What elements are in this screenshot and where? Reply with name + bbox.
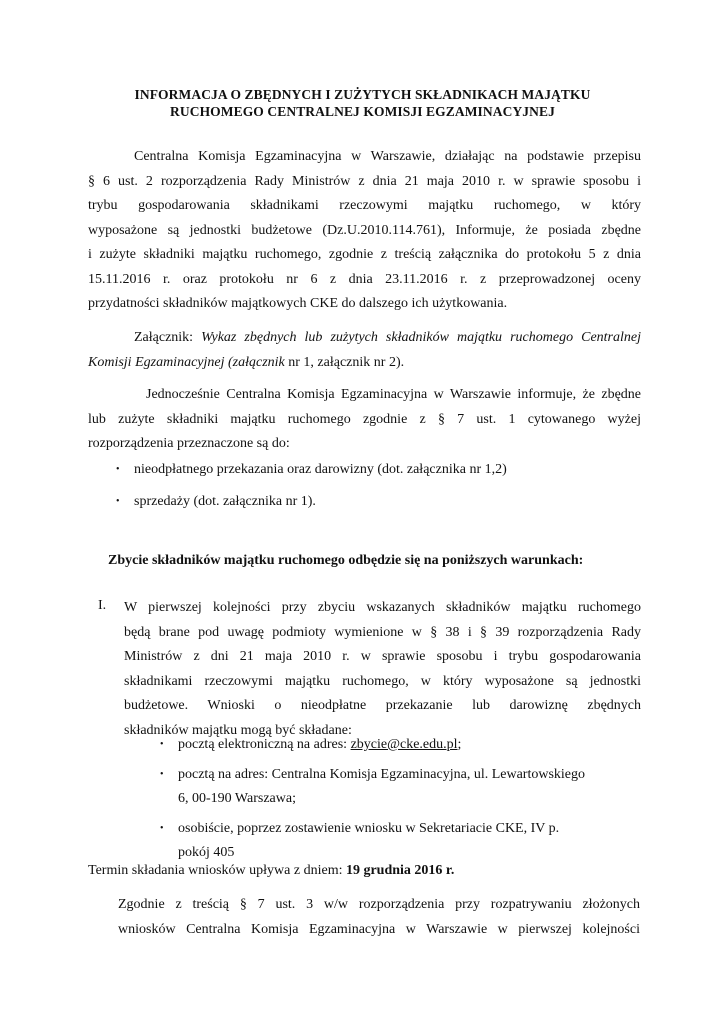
attachment-line-2 <box>88 351 641 376</box>
purpose-list <box>116 458 641 514</box>
personal-line-1: osobiście, poprzez zostawienie wniosku w Sekretariacie CKE, IV p. <box>178 821 560 836</box>
purpose-line: lub zużyte składniki majątku ruchomego zgodnie z § 7 ust. 1 cytowanego wyżej <box>88 411 641 427</box>
list-item <box>116 458 641 482</box>
email-suffix: ; <box>457 737 462 752</box>
attachment-prefix: Załącznik: <box>134 330 194 345</box>
submission-methods-list <box>160 733 640 865</box>
attachment-title: Wykaz zbędnych lub zużytych składników majątku ruchomego Centralnej <box>201 330 641 345</box>
section-one-paragraph <box>124 596 641 743</box>
section-line: składników majątku mogą być składane: <box>124 722 352 738</box>
section-line: W pierwszej kolejności przy zbyciu wskazanych składników majątku ruchomego <box>124 600 641 615</box>
title-line-2: RUCHOMEGO CENTRALNEJ KOMISJI EGZAMINACYJNEJ <box>170 104 555 119</box>
conditions-heading: Zbycie składników majątku ruchomego odbędzie się na poniższych warunkach: <box>108 553 584 568</box>
email-link[interactable]: zbycie@cke.edu.pl <box>350 737 458 752</box>
intro-line: trybu gospodarowania składnikami rzeczowymi majątku ruchomego, w który <box>88 198 641 213</box>
document-title <box>60 86 665 120</box>
closing-paragraph <box>118 893 640 942</box>
list-item-personal <box>160 817 640 865</box>
title-line-1: INFORMACJA O ZBĘDNYCH I ZUŻYTYCH SKŁADNIKACH MAJĄTKU <box>134 87 591 102</box>
attachment-line-1 <box>88 326 641 351</box>
attachment-title-cont: Komisji Egzaminacyjnej (załącznik <box>88 354 285 370</box>
section-line: Ministrów z dni 21 maja 2010 r. w sprawie sposobu i trybu gospodarowania <box>124 649 641 664</box>
post-line-1: pocztą na adres: Centralna Komisja Egzaminacyjna, ul. Lewartowskiego <box>178 767 586 782</box>
deadline-line <box>88 859 648 884</box>
intro-line: Centralna Komisja Egzaminacyjna w Warszawie, działając na podstawie przepisu <box>134 149 641 164</box>
intro-line: 15.11.2016 r. oraz protokołu nr 6 z dnia 23.11.2016 r. z przeprowadzonej oceny <box>88 271 641 287</box>
section-numeral: I. <box>98 598 107 613</box>
intro-line: i zużyte składniki majątku ruchomego, zgodnie z treścią załącznika do protokołu 5 z dnia <box>88 247 641 262</box>
list-item-text: sprzedaży (dot. załącznika nr 1). <box>134 494 316 509</box>
personal-line-2: pokój 405 <box>178 845 235 860</box>
bullet-icon: • <box>160 739 164 750</box>
intro-line: przydatności składników majątkowych CKE do dalszego ich użytkowania. <box>88 296 508 311</box>
bullet-icon: • <box>160 823 164 834</box>
closing-line: wniosków Centralna Komisja Egzaminacyjna w Warszawie w pierwszej kolejności <box>118 921 640 937</box>
deadline-date: 19 grudnia 2016 r. <box>345 863 455 878</box>
purpose-line: Jednocześnie Centralna Komisja Egzaminacyjna w Warszawie informuje, że zbędne <box>146 387 641 402</box>
purpose-line: rozporządzenia przeznaczone są do: <box>88 436 290 451</box>
closing-line: Zgodnie z treścią § 7 ust. 3 w/w rozporządzenia przy rozpatrywaniu złożonych <box>118 897 640 912</box>
post-line-2: 6, 00-190 Warszawa; <box>178 791 296 806</box>
attachment-refs: nr 1, załącznik nr 2). <box>284 354 405 370</box>
intro-line: § 6 ust. 2 rozporządzenia Rady Ministrów z dnia 21 maja 2010 r. w sprawie sposobu i <box>88 173 641 189</box>
intro-paragraph <box>88 145 641 317</box>
intro-line: wyposażone są jednostki budżetowe (Dz.U.2010.114.761), Informuje, że posiada zbędne <box>88 222 641 238</box>
bullet-icon: • <box>116 464 120 475</box>
list-item-text: nieodpłatnego przekazania oraz darowizny (dot. załącznika nr 1,2) <box>134 462 507 477</box>
section-line: budżetowe. Wnioski o nieodpłatne przekazanie lub darowiznę zbędnych <box>124 698 641 713</box>
purpose-paragraph <box>88 383 641 457</box>
bullet-icon: • <box>116 496 120 507</box>
section-line: będą brane pod uwagę podmioty wymienione w § 38 i § 39 rozporządzenia Rady <box>124 624 641 640</box>
deadline-text: Termin składania wniosków upływa z dniem: <box>88 863 346 878</box>
section-line: składnikami rzeczowymi majątku ruchomego, w który wyposażone są jednostki <box>124 673 641 689</box>
attachment-paragraph <box>88 326 641 375</box>
list-item-post <box>160 763 640 811</box>
list-item <box>116 490 641 514</box>
email-label: pocztą elektroniczną na adres: <box>178 737 351 752</box>
list-item-email <box>160 733 640 757</box>
bullet-icon: • <box>160 769 164 780</box>
